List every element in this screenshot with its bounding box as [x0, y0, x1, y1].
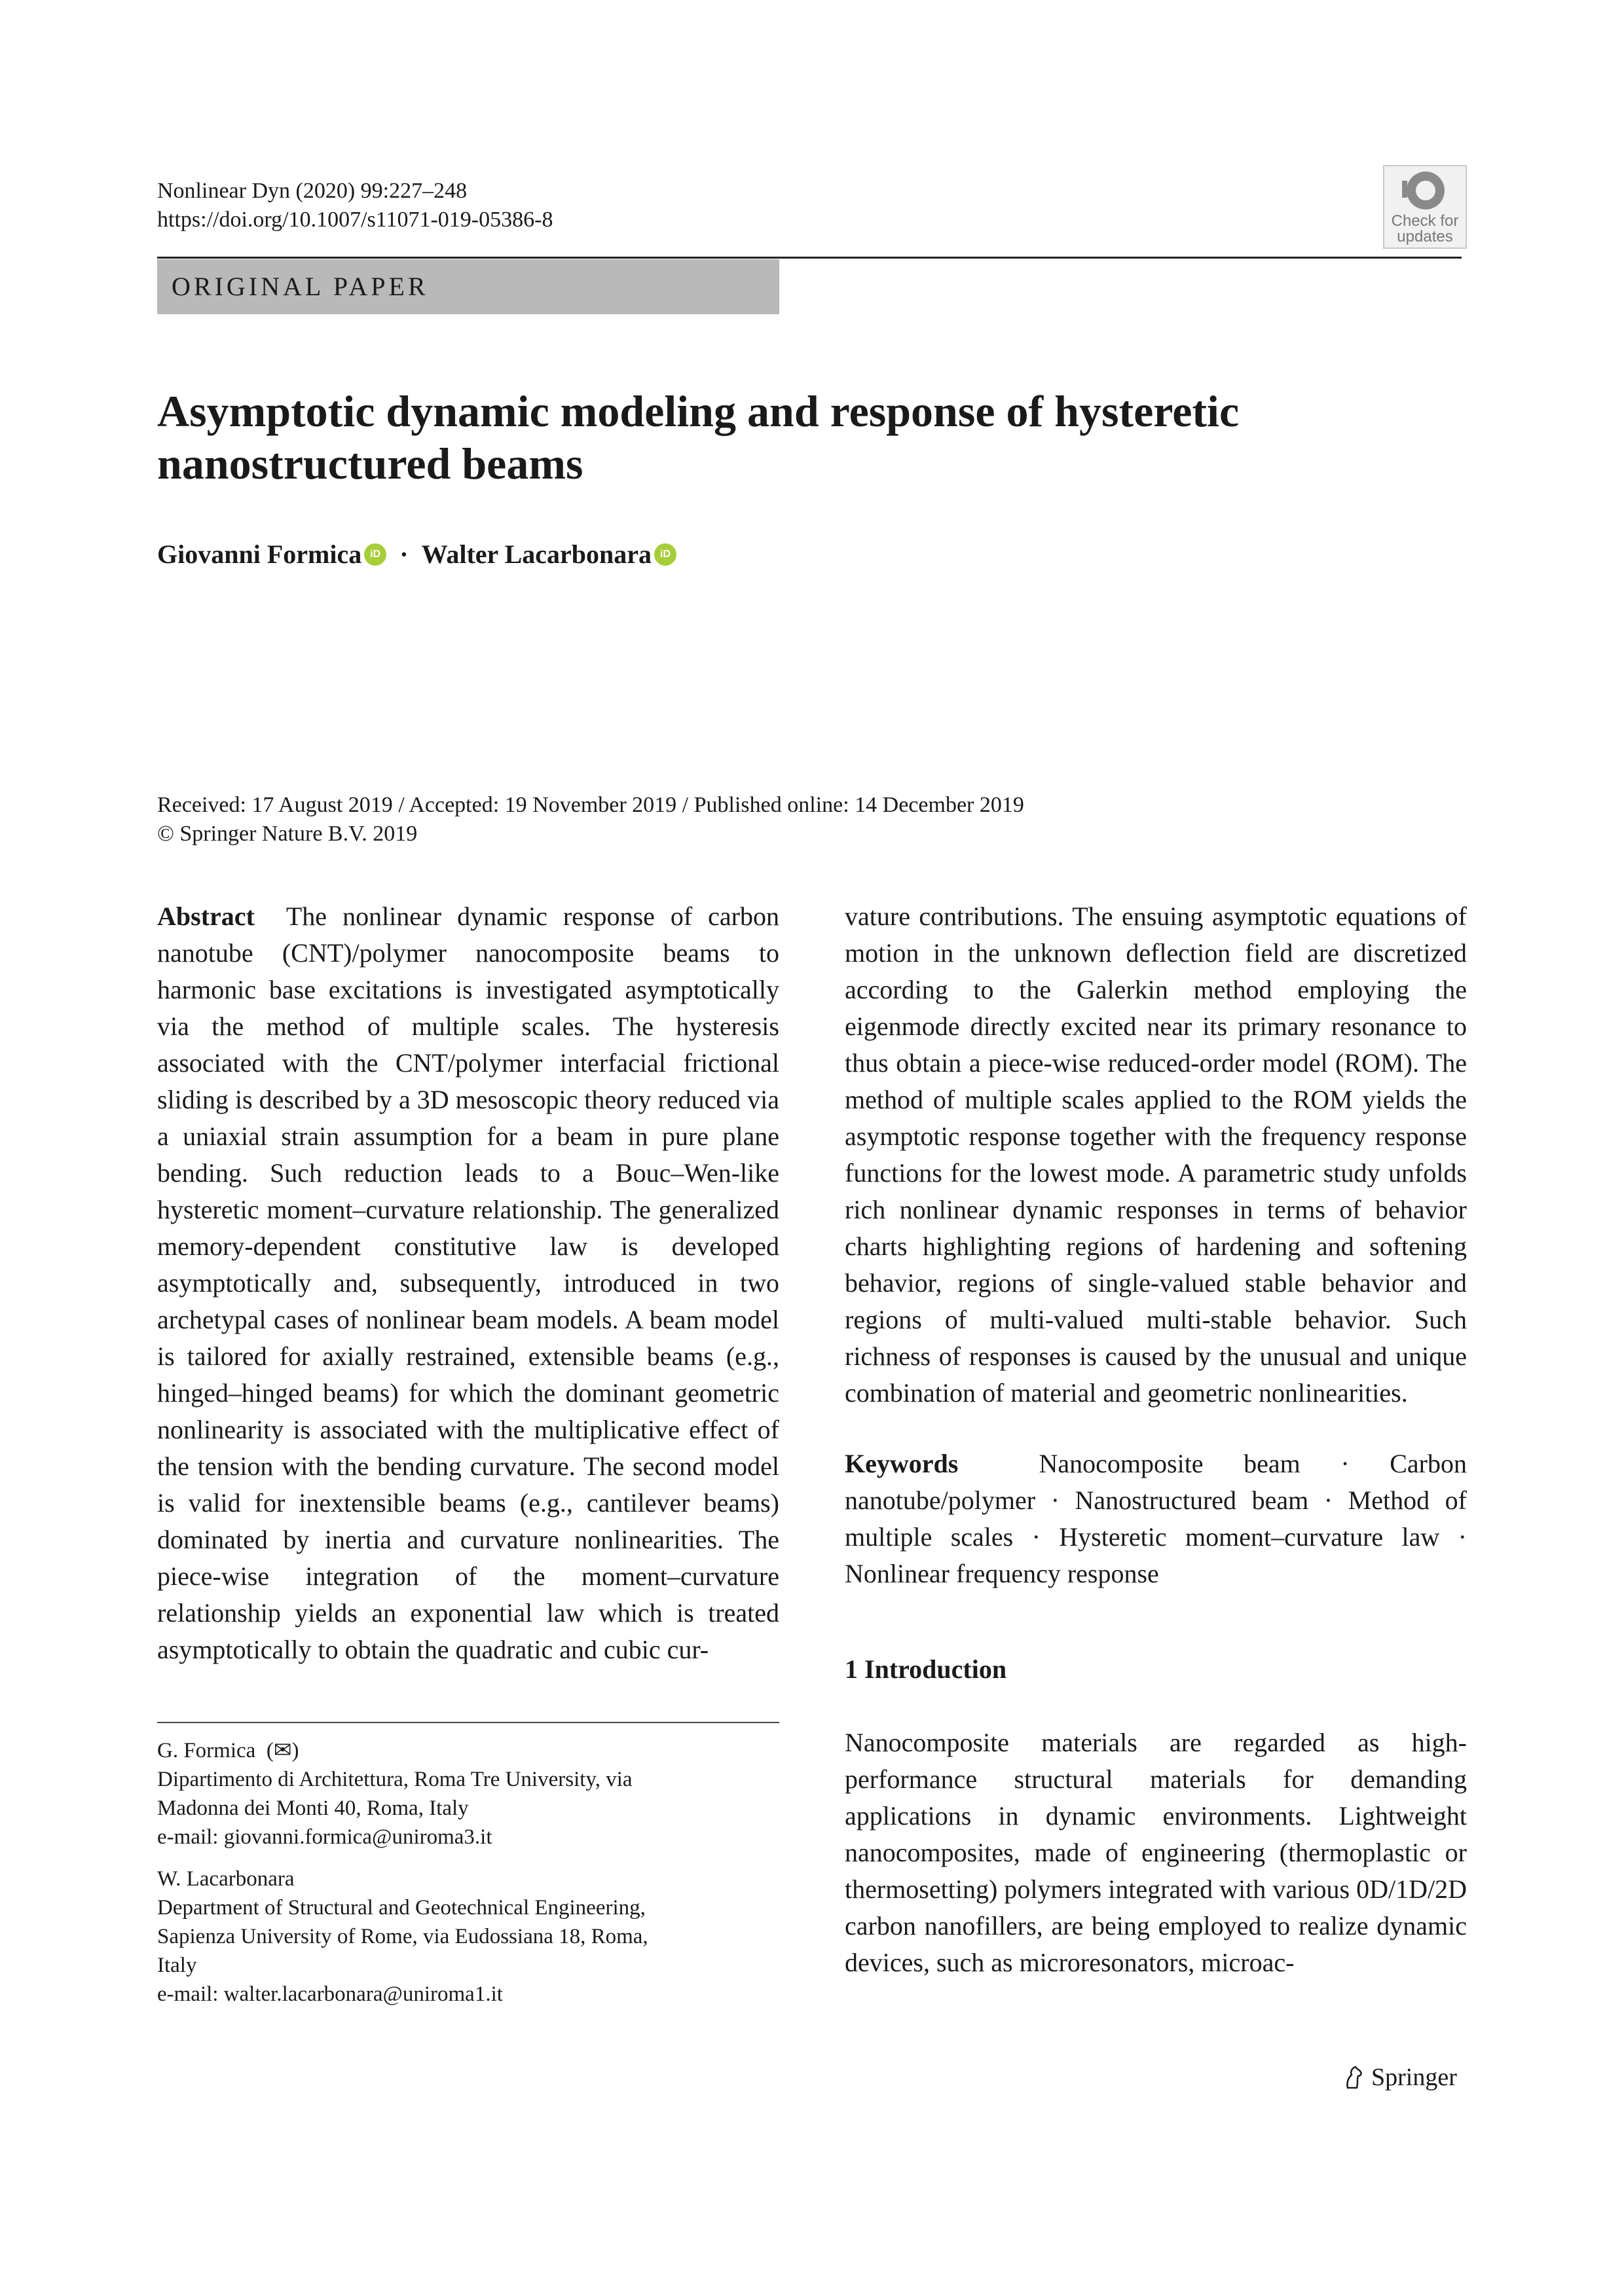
section-heading: 1 Introduction: [845, 1654, 1007, 1684]
abstract-left-column: [157, 898, 779, 1668]
journal-citation: Nonlinear Dyn (2020) 99:227–248: [157, 179, 468, 203]
affiliation-line: Italy: [157, 1954, 197, 1977]
affiliation-email[interactable]: e-mail: walter.lacarbonara@uniroma1.it: [157, 1982, 503, 2006]
affiliation-name: W. Lacarbonara: [157, 1867, 295, 1891]
introduction-paragraph: Nanocomposite materials are regarded as high-performance structural materials for demanding applications in dynamic environments. Lightweight nanocomposites, made of engineering (thermoplastic or thermosetting) polymers integrated with various 0D/1D/2D carbon nanofillers, are being employed to realize dynamic devices, such as microresonators, microac-: [845, 1728, 1467, 1977]
copyright-notice: © Springer Nature B.V. 2019: [157, 822, 418, 846]
check-for-updates-label: Check for updates: [1391, 212, 1459, 246]
right-column: [845, 898, 1467, 1981]
update-icon: [1407, 172, 1445, 210]
article-type-label: ORIGINAL PAPER: [172, 272, 429, 301]
abstract-paragraph: [157, 898, 779, 1668]
abstract-text: The nonlinear dynamic response of carbon nanotube (CNT)/polymer nanocomposite beams to harmonic base excitations is investigated asymptotically via the method of multiple scales. The hysteresis associated with the CNT/polymer interfacial frictional sliding is described by a 3D mesoscopic theory reduced via a uniaxial strain assumption for a beam in pure plane bending. Such reduction leads to a Bouc–Wen-like hysteretic moment–curvature relationship. The generalized memory-dependent constitutive law is developed asymptotically and, subsequently, introduced in two archetypal cases of nonlinear beam models. A beam model is tailored for axially restrained, extensible beams (e.g., hinged–hinged beams) for which the dominant geometric nonlinearity is associated with the multiplicative effect of the tension with the bending curvature. The second model is valid for inextensible beams (e.g., cantilever beams) dominated by inertia and curvature nonlinearities. The piece-wise integration of the moment–curvature relationship yields an exponential law which is treated asymptotically to obtain the quadratic and cubic cur-: [157, 902, 779, 1664]
envelope-icon[interactable]: ✉: [273, 1739, 292, 1762]
publication-dates: Received: 17 August 2019 / Accepted: 19 November 2019 / Published online: 14 December 2019: [157, 793, 1024, 817]
affiliation-block: G. Formica (✉) Dipartimento di Architettura, Roma Tre University, via Madonna dei Monti 40, Roma, Italy e-mail: giovanni.formica@uniroma3.it: [157, 1736, 779, 1851]
publisher-logo: [1342, 2061, 1457, 2094]
footnote-divider: [157, 1722, 779, 1723]
keywords-paragraph: [845, 1446, 1467, 1592]
affiliation-name: G. Formica: [157, 1739, 256, 1762]
author-name[interactable]: Giovanni Formica: [157, 539, 362, 569]
author-separator: ·: [399, 539, 409, 569]
header-divider: [157, 257, 1462, 259]
abstract-label: Abstract: [157, 902, 255, 931]
affiliation-block: [157, 1865, 779, 2009]
abstract-continuation: vature contributions. The ensuing asymptotic equations of motion in the unknown deflection field are discretized according to the Galerkin method employing the eigenmode directly excited near its primary resonance to thus obtain a piece-wise reduced-order model (ROM). The method of multiple scales applied to the ROM yields the asymptotic response together with the frequency response functions for the lowest mode. A parametric study unfolds rich nonlinear dynamic responses in terms of behavior charts highlighting regions of hardening and softening behavior, regions of single-valued stable behavior and regions of multi-valued multi-stable behavior. Such richness of responses is caused by the unusual and unique combination of material and geometric nonlinearities.: [845, 902, 1467, 1408]
orcid-icon[interactable]: iD: [654, 543, 676, 566]
affiliation-line: Dipartimento di Architettura, Roma Tre University, via: [157, 1768, 633, 1791]
publisher-name: Springer: [1371, 2064, 1457, 2091]
doi-link[interactable]: https://doi.org/10.1007/s11071-019-05386-8: [157, 208, 553, 232]
keywords-text: Nanocomposite beam · Carbon nanotube/polymer · Nanostructured beam · Method of multiple scales · Hysteretic moment–curvature law · Nonlinear frequency response: [845, 1449, 1467, 1588]
springer-horse-icon: [1342, 2064, 1366, 2090]
affiliation-line: Department of Structural and Geotechnical Engineering,: [157, 1896, 646, 1920]
affiliation-line: Madonna dei Monti 40, Roma, Italy: [157, 1796, 469, 1820]
orcid-icon[interactable]: iD: [364, 543, 386, 566]
affiliation-email[interactable]: e-mail: giovanni.formica@uniroma3.it: [157, 1825, 492, 1849]
paper-title: Asymptotic dynamic modeling and response of hysteretic nanostructured beams: [157, 386, 1240, 488]
keywords-label: Keywords: [845, 1449, 959, 1478]
author-list: [157, 538, 676, 571]
author-name[interactable]: Walter Lacarbonara: [421, 539, 652, 569]
check-for-updates-badge[interactable]: [1383, 165, 1467, 249]
affiliation-line: Sapienza University of Rome, via Eudossiana 18, Roma,: [157, 1925, 648, 1948]
